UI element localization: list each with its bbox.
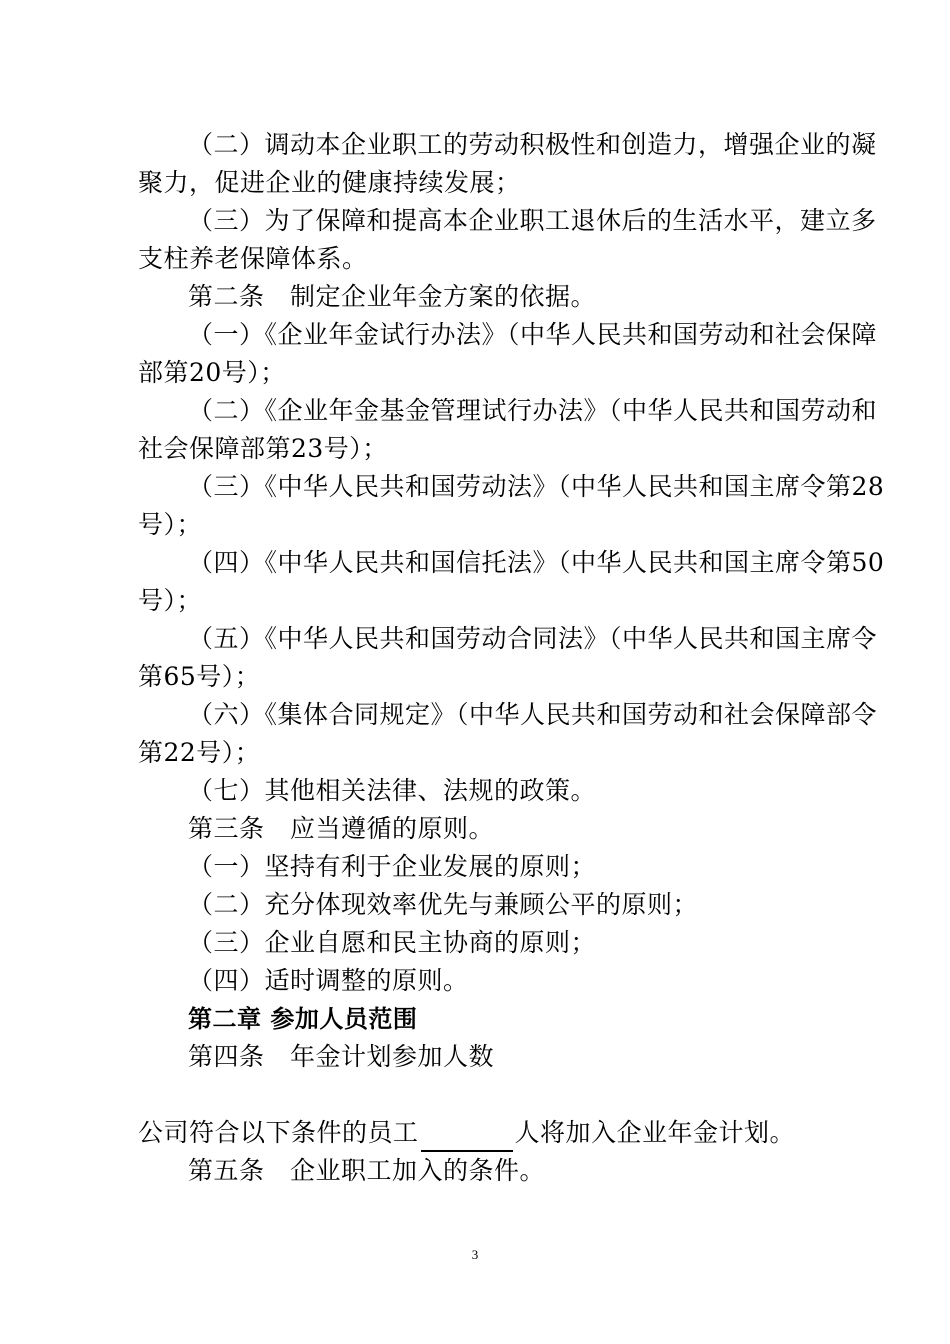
page-number: 3 — [471, 1247, 479, 1262]
spacer — [138, 1076, 860, 1114]
chapter-title: 第二章 参加人员范围 — [188, 1005, 418, 1033]
participants-line — [138, 1114, 860, 1152]
article-3-heading: 第三条 应当遵循的原则。 — [188, 814, 495, 843]
paragraph-line: （二）调动本企业职工的劳动积极性和创造力，增强企业的凝 — [188, 130, 877, 159]
paragraph-line: 第65号）； — [138, 662, 261, 691]
participant-count-blank[interactable] — [421, 1122, 513, 1152]
paragraph-line: （三）为了保障和提高本企业职工退休后的生活水平，建立多 — [188, 206, 877, 235]
paragraph-line: 聚力，促进企业的健康持续发展； — [138, 168, 521, 197]
paragraph-line: （二）《企业年金基金管理试行办法》（中华人民共和国劳动和 — [188, 396, 878, 425]
participants-text-before: 公司符合以下条件的员工 — [138, 1118, 419, 1147]
principle-item: （三）企业自愿和民主协商的原则； — [188, 928, 597, 957]
paragraph-line: 第22号）； — [138, 738, 261, 767]
paragraph-line: （六）《集体合同规定》（中华人民共和国劳动和社会保障部令 — [188, 700, 878, 729]
paragraph-line: 支柱养老保障体系。 — [138, 244, 368, 273]
paragraph-line: （三）《中华人民共和国劳动法》（中华人民共和国主席令第28 — [188, 472, 885, 501]
paragraph-line: 部第20号）； — [138, 358, 286, 387]
principle-item: （二）充分体现效率优先与兼顾公平的原则； — [188, 890, 699, 919]
paragraph-line: （七）其他相关法律、法规的政策。 — [188, 776, 597, 805]
article-5-heading: 第五条 企业职工加入的条件。 — [188, 1156, 546, 1185]
paragraph-line: 号）； — [138, 586, 203, 615]
principle-item: （一）坚持有利于企业发展的原则； — [188, 852, 597, 881]
paragraph-line: 号）； — [138, 510, 203, 539]
paragraph-line: （五）《中华人民共和国劳动合同法》（中华人民共和国主席令 — [188, 624, 878, 653]
document-body — [138, 126, 885, 1190]
article-2-heading: 第二条 制定企业年金方案的依据。 — [188, 282, 597, 311]
participants-text-after: 人将加入企业年金计划。 — [514, 1118, 796, 1147]
principle-item: （四）适时调整的原则。 — [188, 966, 469, 995]
paragraph-line: （一）《企业年金试行办法》（中华人民共和国劳动和社会保障 — [188, 320, 878, 349]
paragraph-line: 社会保障部第23号）； — [138, 434, 388, 463]
article-4-heading: 第四条 年金计划参加人数 — [188, 1042, 495, 1071]
paragraph-line: （四）《中华人民共和国信托法》（中华人民共和国主席令第50 — [188, 548, 885, 577]
